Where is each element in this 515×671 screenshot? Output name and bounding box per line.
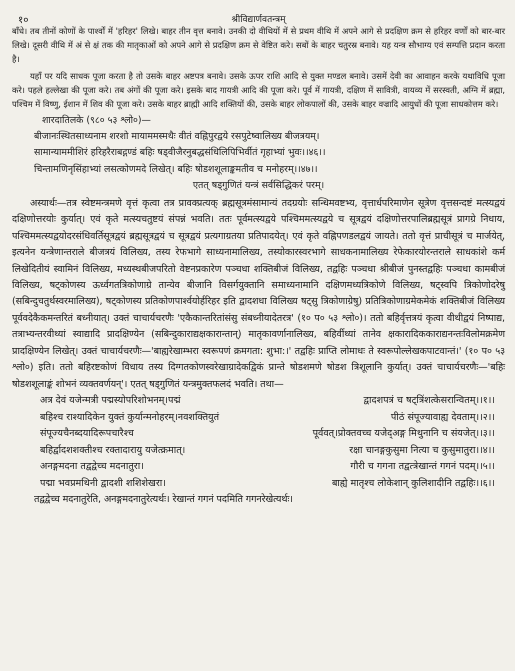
verse-list-right: गौरी च गगना तद्वत्त्रेखान्तं गगनं पदम्।।५।।	[350, 461, 495, 473]
verse-line-2: सामान्याममीशिरं हरिहरैराबद्गण्डं बहिः षड्वीजैरनुबद्धसंधिलिपिभिर्वीतं गृहाभ्यां भुवः।।४६।।	[34, 147, 326, 159]
verse-list-right: बाह्ये मातृश्च लोकेशान् कुलिशादीनि तद्वहिः।।६।।	[331, 477, 495, 489]
reference-heading: शारदातिलके (९८० ५३ श्लो०)—	[42, 115, 151, 127]
page-number: १०	[18, 15, 29, 26]
verse-center-line: एतत् षड्गुणितं यन्त्रं सर्वसिद्धिकरं परम्।	[192, 179, 325, 191]
verse-list-left: बहिर्द्वादशशक्तीश्च रक्तादारायु यजेत्क्रमात्।	[40, 444, 186, 456]
verse-list-left: अत्र देवं यजेन्मत्री पद्मस्योपरिशोभनम्।पद्मं	[40, 394, 181, 406]
verse-list-right: द्वादशपत्रं च षट्त्रिंशत्केसरान्वितम्।।१।।	[363, 394, 495, 406]
verse-list-right: रक्षा चानङ्गकुसुमा नित्या च कुसुमातुरा।।४।।	[349, 444, 495, 456]
verse-line-3: चिन्तामणिनृसिंहाभ्यां लसत्कोणमदे लिखेत्। बहिः षोडशशूलाङ्कमतीव च मनोहरम्।।४७।।	[34, 163, 318, 175]
verse-list-left: अनङ्गमदना तद्वद्वेच्च मदनातुरा।	[40, 461, 144, 473]
verse-list-line	[40, 443, 505, 460]
verse-list-line	[40, 410, 505, 427]
closing-line: तद्वद्वेच्च मदनातुरेति, अनङ्गमदनातुरेत्यर्थः। रेखान्तं गगनं पदमिति गगनरेखेत्यर्थः।	[34, 494, 293, 506]
verse-list-right: पीठं संपूज्यावाह्य देवताम्।।२।।	[390, 411, 495, 423]
page-header	[12, 6, 505, 24]
verse-list-left: संपूज्यचैनब्दयादिरूपचारैश्च	[40, 428, 134, 440]
verse-line-1: बीजानःस्थितसाध्यनाम शरशो मायाममस्मथैः वीतं वह्निपुरद्वये रसपुटेष्वालिख्य बीजत्रयम्।	[34, 131, 320, 143]
hindi-paragraph-1: बाँधे। तब तीनों कोणों के पार्श्वों में 'हरिहर' लिखे। बाहर तीन वृत्त बनावे। उनकी दो वीथियों में से प्रथम वीथि में अपने आगे से प्रदक्षिण क्रम से हरिहर वर्णों को बार-बार लिखे। दूसरी वीथि में अं से क्षं तक की मातृकाओं को अपने आगे से प्रदक्षिण क्रम से वेष्टित करे। सबों के बाहर चतुरस्र बनावे। यह यन्त्र सौभाग्य एवं सम्पत्ति प्रदान करता है।	[12, 26, 505, 65]
verse-list-line	[40, 393, 505, 410]
hindi-paragraph-2: यहाँ पर यदि साधक पूजा करता है तो उसके बाहर अष्टपत्र बनावे। उसके ऊपर राशि आदि से युक्त मण्डल बनावे। उसमें देवी का आवाहन करके यथाविधि पूजा करे। पहले हल्लेखा की पूजा करे। तब अंगों की पूजा करे। इसके बाद गायत्री आदि की पूजा करे। पूर्व में गायत्री, दक्षिण में सावित्री, वायव्य में सरस्वती, अग्नि में ब्रह्मा, पश्चिम में विष्णु, ईशान में शिव की पूजा करे। उसके बाहर ब्राह्मी आदि शक्तियों की, उसके बाहर लोकपालों की, उसके बाहर वज्रादि आयुधों की पूजा साधकोत्तम करे।	[12, 70, 505, 110]
verse-list	[12, 393, 505, 493]
verse-list-left: बहिश्च राश्यादिकेन युक्तं कुर्यान्मनोहरम्।नवशक्तियुतं	[40, 411, 220, 423]
verse-list-line	[40, 476, 505, 493]
verse-list-right: पूर्ववत्।प्रोक्तवच्च यजेद्अङ्ग मिथुनानि च संयजेत्।।३।।	[312, 428, 495, 440]
verse-list-left: पद्मा भवप्रमथिनी द्वादशी शशिशेखरा।	[40, 477, 166, 489]
running-title: श्रीविद्यार्णवतन्त्रम्	[231, 15, 286, 25]
commentary-paragraph: अस्यार्थः—तत्र स्वेष्टमन्त्रमणे वृत्तं कृत्वा तत्र प्रावक्प्रत्यक् ब्रह्मसूत्रमंसामान्यं तदग्रयोः सन्धिमवष्टभ्य, वृत्तार्धपरिमाणेन सूत्रेण वृत्तसन्दष्टं मत्स्यद्वयं दक्षिणोत्तरयोः कुर्यात्। एवं कृते मत्स्यचतुष्टयं संपन्नं भवति। ततः पूर्वमत्स्यद्वये पश्चिममत्स्यद्वये च सूत्रद्वयं दक्षिणोत्तरपालिब्रह्मसूत्रं प्रागग्रे निधाय, पश्चिममत्स्यद्वयोदरसंधिवर्तिसूत्रद्वयं ब्रह्मसूत्रद्वयं च सूत्रद्वयं प्रत्यगाग्रतया प्रतिपादयेत्। एवं कृते वह्निपणडलद्वयं जायते। ततो वृत्तं प्राचीसूत्रं च मार्जयेत्, इत्यनेन यन्त्रेणान्तराले बीजत्रयं विलिख्य, तस्य रेफभागे साध्यनामालिख्य, तस्योकारस्वरभागे साधकनामालिख्य रेफेकारयोरन्तराले साधकांशे कर्म लिखेदितीयं स्वामिनं विलिख्य, मध्यस्थबीजपरितो वेष्टनप्रकारेण पञ्चधा शक्तिबीजं विलिख्य, तद्वहिः पञ्चधा श्रीबीजं पुनस्तद्वहिः पञ्चधा कामबीजं विलिख्य, षट्कोणस्य ऊर्ध्वगतत्रिकोणाग्रे तान्येव बीजानि विसर्गयुक्तानि समाध्यनामानि दक्षिणमध्यत्रिकोणे विलिख्य, षट्स्वपि त्रिकोणोदरेषु (सबिन्दुचतुर्थस्वरमालिख्य), षट्कोणस्य प्रतिकोणपार्श्वयोर्हरिहर इति द्वादशधा विलिख्य षट्सु त्रिकोणाग्रेषु) प्रतित्रिकोणाग्रमेकमेकं शक्तिबीजं विलिख्य पूर्ववदेकैकमन्तरितं बध्नीयात्। उक्तं चाचार्यचरणैः 'एकैकान्तरितांसंसु संबध्नीयादेतरत्र' (१० प० ५३ श्लो०)। ततो बहिर्वृत्तत्रयं कृत्वा वीथीद्वयं निष्पाद्य, तत्राभ्यन्तरवीथ्यां स्वाद्यादि प्रादक्षिण्येन (सबिन्दुकाराद्यक्षकारान्तान्) मातृकावर्णानालिख्य, बहिर्वीथ्यां तानेव क्षकारादिककाराद्यनन्तःविलोमक्रमेण प्रादक्षिण्येन लिखेत्। उक्तं चाचार्यचरणैः—'बाह्यरेखाम्भरा स्वरूपणं क्रमगता: शुभा:।' तद्वहिः प्राप्ति लोमाधः ते स्वरूपोल्लेखकपाटवान्तं।' (१० प० ५३ श्लो०) इति। ततो बहिरष्टकोणं विधाय तस्य दिग्गतकोणस्वरेखाग्रादेकद्विकं प्रान्ते षोडशमणे षोडश त्रिशूलानि कुर्यात्। उक्तं चाचार्यचरणैः—'बहिः षोडशशूलाङ्कं शोभनं व्यक्तवर्णयन्'। एतत् षड्गुणितं यन्त्रमुक्तफलदं भवति। तथा—	[12, 198, 505, 390]
verse-list-line	[40, 426, 505, 443]
verse-list-line	[40, 459, 505, 476]
